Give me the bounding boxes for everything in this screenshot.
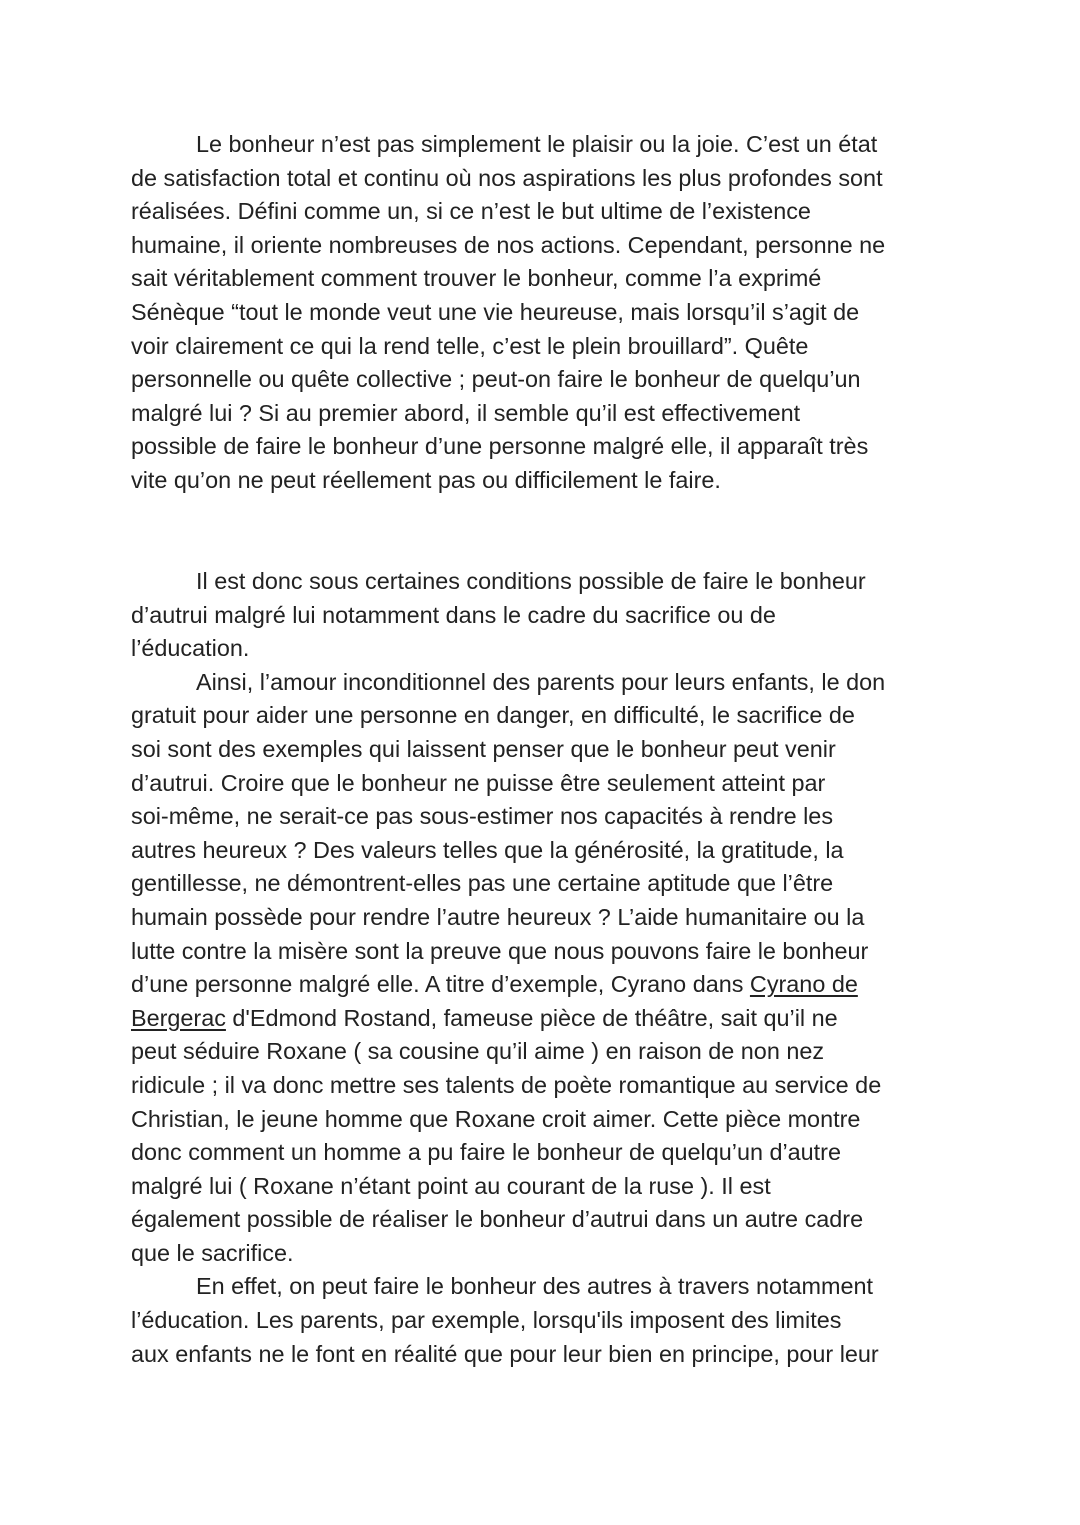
text-line: l’éducation. Les parents, par exemple, lorsqu'ils imposent des limites (131, 1307, 842, 1334)
text-line: de satisfaction total et continu où nos aspirations les plus profondes sont (131, 164, 883, 191)
text-line: peut séduire Roxane ( sa cousine qu’il aime ) en raison de non nez (131, 1038, 825, 1065)
text-line: d’autrui malgré lui notamment dans le cadre du sacrifice ou de (131, 601, 776, 628)
text-line (131, 1002, 961, 1036)
text-segment: d’une personne malgré elle. A titre d’exemple, Cyrano dans (131, 971, 750, 998)
text-line: ridicule ; il va donc mettre ses talents de poète romantique au service de (131, 1071, 882, 1098)
text-line: Le bonheur n’est pas simplement le plaisir ou la joie. C’est un état (196, 131, 878, 157)
text-line: Il est donc sous certaines conditions possible de faire le bonheur (196, 568, 866, 594)
text-line: humaine, il oriente nombreuses de nos actions. Cependant, personne ne (131, 231, 886, 258)
text-line: gentillesse, ne démontrent-elles pas une certaine aptitude que l’être (131, 870, 834, 897)
text-line: humain possède pour rendre l’autre heureux ? L’aide humanitaire ou la (131, 903, 865, 930)
text-line: possible de faire le bonheur d’une personne malgré elle, il apparaît très (131, 433, 869, 460)
introduction-paragraph (131, 128, 961, 498)
text-line: malgré lui ( Roxane n’étant point au courant de la ruse ). Il est (131, 1172, 771, 1199)
text-line: Sénèque “tout le monde veut une vie heureuse, mais lorsqu’il s’agit de (131, 298, 860, 325)
work-title-underlined: Cyrano de (749, 971, 858, 998)
text-line: que le sacrifice. (131, 1239, 294, 1266)
text-line: sait véritablement comment trouver le bonheur, comme l’a exprimé (131, 265, 822, 292)
text-line (131, 968, 961, 1002)
text-line: donc comment un homme a pu faire le bonheur de quelqu’un d’autre (131, 1139, 841, 1166)
text-segment: d'Edmond Rostand, fameuse pièce de théâtre, sait qu’il ne (225, 1004, 838, 1031)
text-line: d’autrui. Croire que le bonheur ne puisse être seulement atteint par (131, 769, 826, 796)
text-line: vite qu’on ne peut réellement pas ou difficilement le faire. (131, 466, 721, 493)
text-line: aux enfants ne le font en réalité que pour leur bien en principe, pour leur (131, 1340, 879, 1367)
text-line: gratuit pour aider une personne en danger, en difficulté, le sacrifice de (131, 702, 855, 729)
text-line: également possible de réaliser le bonheur d’autrui dans un autre cadre (131, 1206, 864, 1233)
text-line: réalisées. Défini comme un, si ce n’est le but ultime de l’existence (131, 198, 811, 225)
text-line: lutte contre la misère sont la preuve que nous pouvons faire le bonheur (131, 937, 869, 964)
text-line: soi-même, ne serait-ce pas sous-estimer nos capacités à rendre les (131, 803, 834, 830)
text-line: Christian, le jeune homme que Roxane croit aimer. Cette pièce montre (131, 1105, 861, 1132)
text-line: autres heureux ? Des valeurs telles que la générosité, la gratitude, la (131, 836, 844, 863)
text-line: l’éducation. (131, 635, 250, 662)
text-line: En effet, on peut faire le bonheur des autres à travers notamment (196, 1273, 874, 1300)
text-line: Ainsi, l’amour inconditionnel des parents pour leurs enfants, le don (196, 668, 886, 695)
work-title-underlined: Bergerac (131, 1004, 226, 1031)
text-line: soi sont des exemples qui laissent penser que le bonheur peut venir (131, 735, 836, 762)
text-line: voir clairement ce qui la rend telle, c’est le plein brouillard”. Quête (131, 332, 809, 359)
text-line: personnelle ou quête collective ; peut-on faire le bonheur de quelqu’un (131, 366, 861, 393)
text-line: malgré lui ? Si au premier abord, il semble qu’il est effectivement (131, 399, 801, 426)
part-one-section (131, 565, 961, 1371)
